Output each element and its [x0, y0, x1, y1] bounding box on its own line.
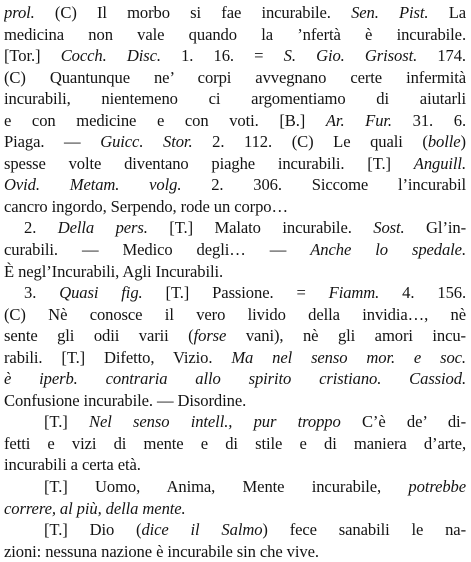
- text-segment: cancro ingordo, Serpendo, rode un corpo…: [4, 196, 289, 216]
- italic-segment: Quasi fig.: [59, 283, 143, 303]
- text-line: [4, 110, 466, 132]
- text-line: [4, 153, 466, 175]
- text-segment: curabili. — Medico degli… —: [4, 240, 311, 260]
- text-segment: zioni: nessuna nazione è incurabile sin che vive.: [4, 541, 319, 561]
- text-segment: Piaga. —: [4, 132, 101, 152]
- text-line: [4, 304, 466, 326]
- text-line: [4, 476, 466, 498]
- text-line: [4, 261, 466, 283]
- italic-segment: Ar. Fur.: [325, 110, 392, 130]
- text-segment: [T.] Uomo, Anima, Mente incurabile,: [44, 477, 409, 497]
- italic-segment: bolle: [427, 132, 461, 152]
- text-segment: Gl’in-: [404, 218, 466, 238]
- italic-segment: Sost.: [373, 218, 405, 238]
- text-line: [4, 411, 466, 433]
- text-segment: [T.] Dio (: [44, 520, 142, 540]
- text-line: [4, 433, 466, 455]
- text-segment: 31. 6.: [391, 110, 466, 130]
- text-segment: ): [460, 132, 466, 152]
- text-segment: sente gli odii varii (: [4, 326, 194, 346]
- text-line: [4, 347, 466, 369]
- text-line: [4, 519, 466, 541]
- text-segment: La: [428, 3, 466, 22]
- text-segment: e con medicine e con voti. [B.]: [4, 110, 326, 130]
- section-2-line: [4, 217, 466, 239]
- text-line: [4, 174, 466, 196]
- text-line: [4, 67, 466, 89]
- text-segment: (C) Quantunque ne’ corpi avvegnano certe infermità: [4, 67, 466, 87]
- text-line: [4, 454, 466, 476]
- italic-segment: correre, al più, della mente.: [4, 498, 186, 518]
- italic-segment: Anguill.: [413, 153, 466, 173]
- italic-segment: forse: [193, 326, 227, 346]
- text-segment: (C) Nè conosce il vero livido della invidia…, nè: [4, 304, 466, 324]
- text-segment: rabili. [T.] Difetto, Vizio.: [4, 347, 232, 367]
- italic-segment: è iperb. contraria allo spirito cristiano. Cassiod.: [4, 369, 466, 389]
- text-line: [4, 131, 466, 153]
- italic-segment: Sen. Pist.: [351, 3, 429, 22]
- italic-segment: Cocch. Disc.: [60, 46, 161, 66]
- italic-segment: prol.: [4, 3, 35, 22]
- text-segment: [Tor.]: [4, 46, 61, 66]
- text-line: [4, 196, 466, 218]
- italic-segment: Della pers.: [57, 218, 148, 238]
- text-segment: [T.] Passione. =: [142, 283, 329, 303]
- text-segment: 2. 306. Siccome l’incurabil: [181, 175, 466, 195]
- text-segment: 2. 112. (C) Le quali (: [192, 132, 428, 152]
- text-segment: C’è de’ di-: [340, 412, 466, 432]
- text-segment: incurabili, nientemeno ci argomentiamo di aiutarli: [4, 89, 466, 109]
- italic-segment: Ovid. Metam. volg.: [4, 175, 182, 195]
- text-line: [4, 45, 466, 67]
- text-segment: 2.: [24, 218, 58, 238]
- italic-segment: Fiamm.: [328, 283, 380, 303]
- text-line: [4, 325, 466, 347]
- text-segment: medicina non vale quando la ’nfertà è incurabile.: [4, 24, 466, 44]
- text-segment: 1. 16. =: [160, 46, 284, 66]
- section-3-line: [4, 282, 466, 304]
- text-segment: Confusione incurabile. — Disordine.: [4, 390, 247, 410]
- text-segment: vani), nè gli amori incu-: [226, 326, 466, 346]
- text-segment: spesse volte diventano piaghe incurabili. [T.]: [4, 153, 414, 173]
- italic-segment: Nel senso intell., pur troppo: [89, 412, 341, 432]
- italic-segment: S. Gio. Grisost.: [283, 46, 418, 66]
- text-segment: fetti e vizi di mente e di stile e di maniera d’arte,: [4, 433, 466, 453]
- text-segment: (C) Il morbo si fae incurabile.: [34, 3, 352, 22]
- text-segment: È negl’Incurabili, Agli Incurabili.: [4, 261, 224, 281]
- text-line: [4, 368, 466, 390]
- text-segment: 174.: [417, 46, 466, 66]
- italic-segment: Anche lo spedale.: [310, 240, 466, 260]
- text-line: [4, 498, 466, 520]
- text-line: [4, 24, 466, 46]
- text-line: [4, 2, 466, 24]
- text-line: [4, 239, 466, 261]
- text-segment: [T.]: [44, 412, 89, 432]
- italic-segment: Guicc. Stor.: [100, 132, 193, 152]
- text-line: [4, 541, 466, 562]
- text-line: [4, 88, 466, 110]
- italic-segment: dice il Salmo: [141, 520, 263, 540]
- text-segment: ) fece sanabili le na-: [262, 520, 466, 540]
- text-segment: 3.: [24, 283, 60, 303]
- text-segment: 4. 156.: [379, 283, 466, 303]
- text-line: [4, 390, 466, 412]
- italic-segment: Ma nel senso mor. e soc.: [231, 347, 466, 367]
- text-segment: incurabili a certa età.: [4, 455, 141, 475]
- italic-segment: potrebbe: [408, 477, 466, 497]
- text-segment: [T.] Malato incurabile.: [147, 218, 374, 238]
